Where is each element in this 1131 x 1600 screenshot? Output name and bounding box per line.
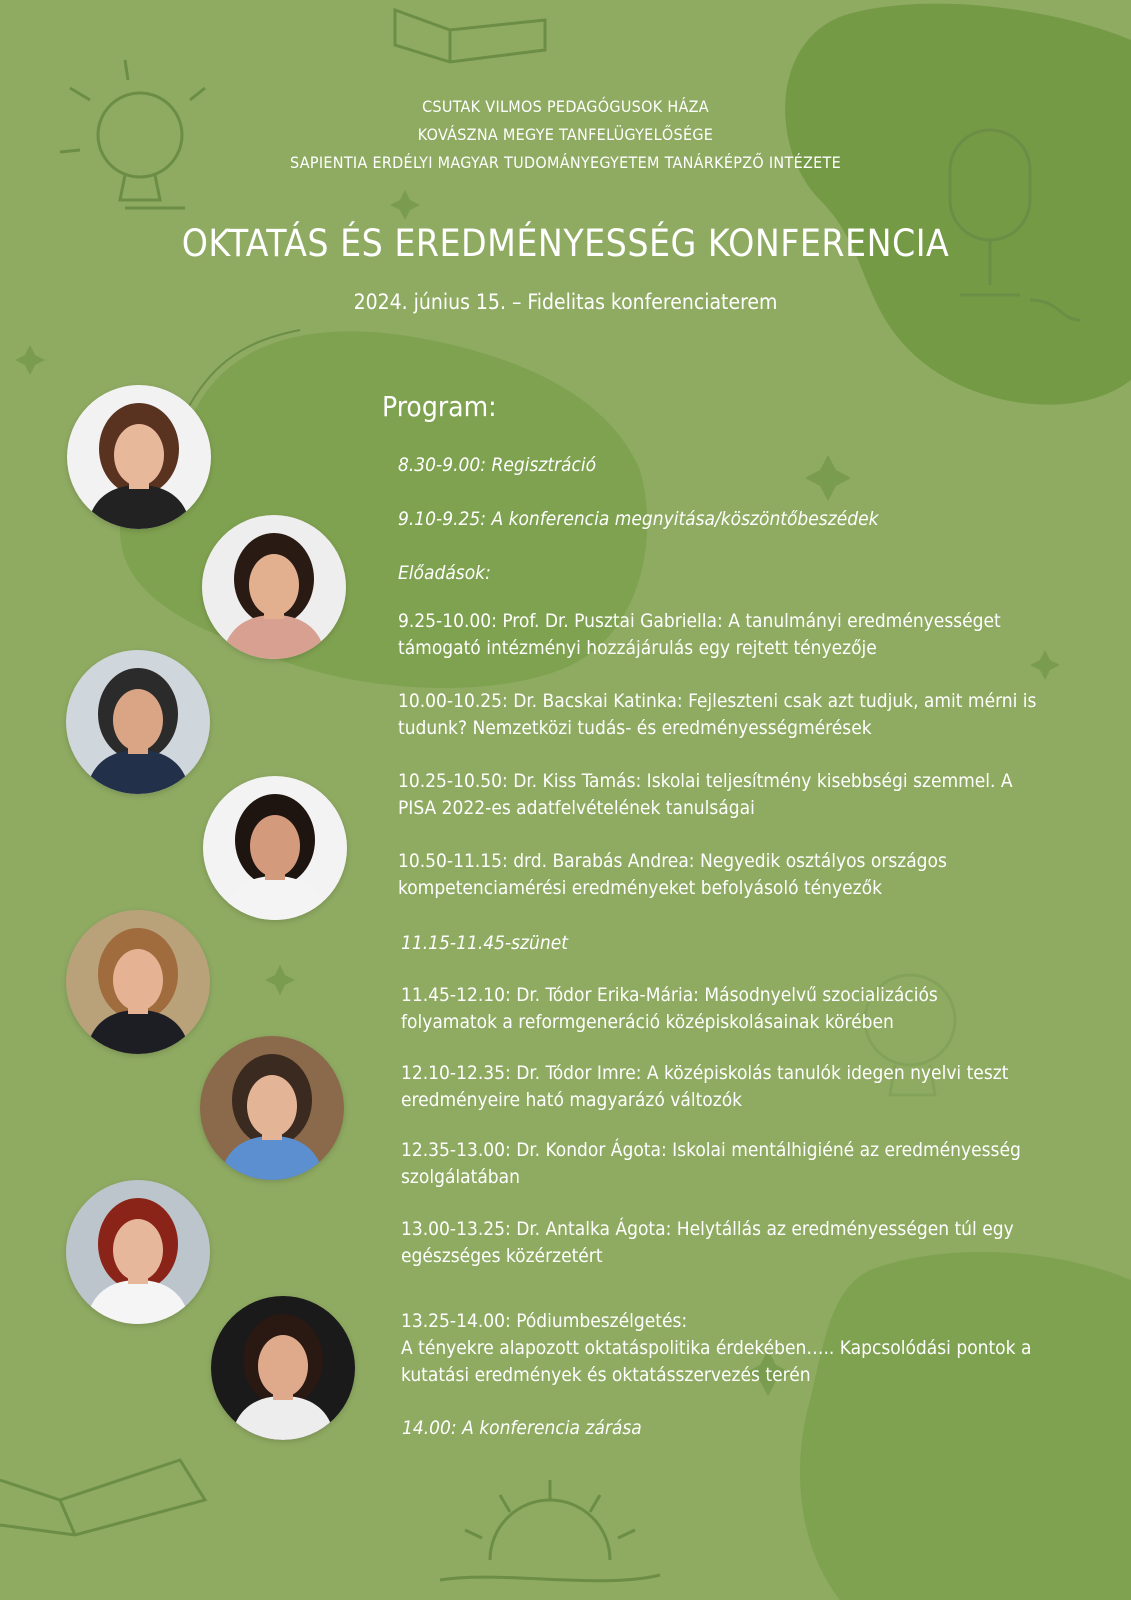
speaker-photo [211,1296,355,1440]
conference-title: OKTATÁS ÉS EREDMÉNYESSÉG KONFERENCIA [181,222,950,265]
conference-date-venue: 2024. június 15. – Fidelitas konferenciaterem [353,290,778,314]
speaker-photo [202,515,346,659]
speaker-portrait-icon [66,650,210,794]
speaker-portrait-icon [66,910,210,1054]
program-item: 11.15-11.45-szünet [401,932,568,954]
program-item: 14.00: A konferencia zárása [402,1417,642,1439]
program-item: 10.25-10.50: Dr. Kiss Tamás: Iskolai teljesítmény kisebbségi szemmel. A PISA 2022-es adatfelvételének tanulságai [398,770,1013,819]
background-blob-top-right [785,4,1131,405]
program-item: 9.10-9.25: A konferencia megnyitása/köszöntőbeszédek [398,508,879,530]
speaker-photo [66,1180,210,1324]
speaker-portrait-icon [203,776,347,920]
program-item: 13.00-13.25: Dr. Antalka Ágota: Helytállás az eredményességen túl egy egészséges közérzetért [401,1218,1014,1267]
speaker-portrait-icon [67,385,211,529]
organizer-line: KOVÁSZNA MEGYE TANFELÜGYELŐSÉGE [417,125,714,144]
program-section-label: Előadások: [398,562,491,584]
program-item: 12.10-12.35: Dr. Tódor Imre: A középiskolás tanulók idegen nyelvi teszt eredményeire ható magyarázó változók [401,1062,1009,1111]
speaker-photo [203,776,347,920]
open-book-icon [395,10,545,62]
program-item: 12.35-13.00: Dr. Kondor Ágota: Iskolai mentálhigiéné az eredményesség szolgálatában [401,1139,1021,1188]
speaker-photo [67,385,211,529]
organizers [0,93,1131,177]
program-item: 9.25-10.00: Prof. Dr. Pusztai Gabriella: A tanulmányi eredményességet támogató intézményi hozzájárulás egy rejtett tényezője [398,610,1001,659]
speaker-portrait-icon [211,1296,355,1440]
program-heading: Program: [382,390,497,423]
open-book-bottom-icon [0,1460,205,1535]
speaker-portrait-icon [66,1180,210,1324]
speaker-portrait-icon [200,1036,344,1180]
organizer-line: SAPIENTIA ERDÉLYI MAGYAR TUDOMÁNYEGYETEM TANÁRKÉPZŐ INTÉZETE [289,153,842,172]
speaker-photo [66,650,210,794]
program-item: 11.45-12.10: Dr. Tódor Erika-Mária: Másodnyelvű szocializációs folyamatok a reformgeneráció középiskolásainak körében [401,984,938,1033]
organizer-line: CSUTAK VILMOS PEDAGÓGUSOK HÁZA [422,97,709,116]
speaker-portrait-icon [202,515,346,659]
sunrise-icon [440,1480,660,1581]
speaker-photo [200,1036,344,1180]
program-item: 8.30-9.00: Regisztráció [398,454,597,476]
speaker-photo [66,910,210,1054]
program-item: 10.00-10.25: Dr. Bacskai Katinka: Fejleszteni csak azt tudjuk, amit mérni is tudunk? Nemzetközi tudás- és eredményességmérések [398,690,1037,739]
program-item: 13.25-14.00: Pódiumbeszélgetés: A tényekre alapozott oktatáspolitika érdekében….. Kapcsolódási pontok a kutatási eredmények és oktatásszervezés terén [401,1310,1032,1386]
program-item: 10.50-11.15: drd. Barabás Andrea: Negyedik osztályos országos kompetenciamérési eredményeket befolyásoló tényezők [398,850,947,899]
